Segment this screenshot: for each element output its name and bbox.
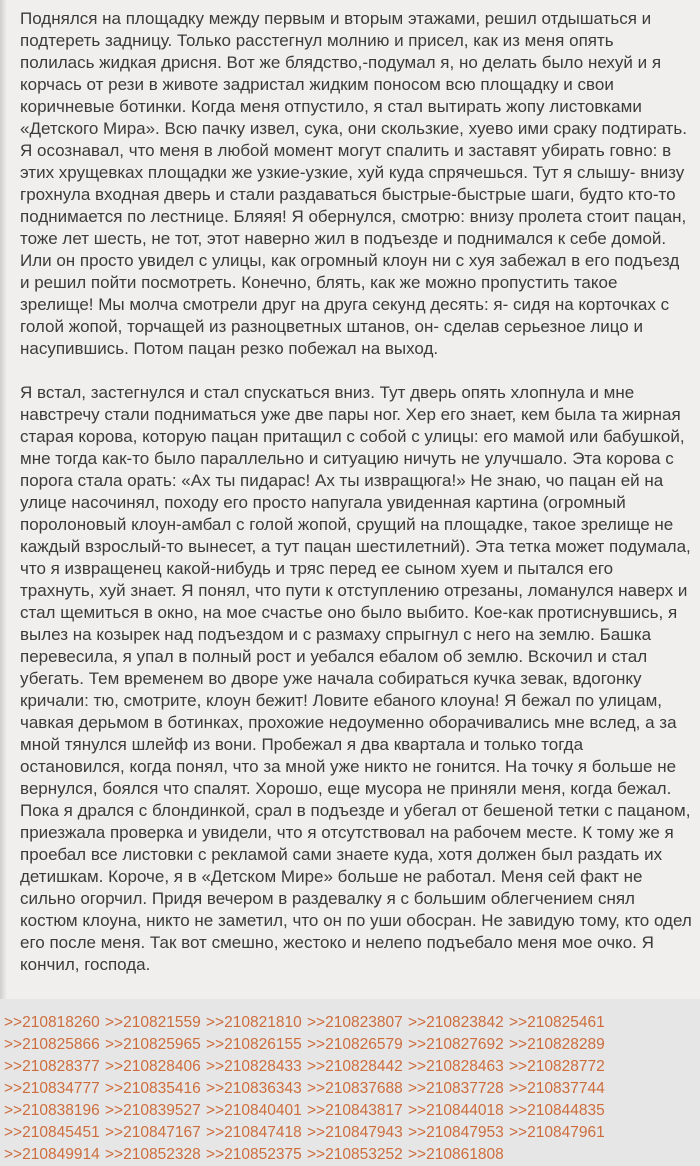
reply-link[interactable]: >>210818260 — [4, 1014, 100, 1031]
reply-link[interactable]: >>210852328 — [105, 1146, 201, 1163]
reply-link[interactable]: >>210837744 — [509, 1080, 605, 1097]
reply-link[interactable]: >>210826579 — [307, 1036, 403, 1053]
reply-link[interactable]: >>210838196 — [4, 1102, 100, 1119]
reply-link[interactable]: >>210844835 — [509, 1102, 605, 1119]
post-paragraph-1: Поднялся на площадку между первым и вторым этажами, решил отдышаться и подтереть задницу. Только расстегнул молнию и присел, как из меня опять полилась жидкая дрисня. Вот же блядство,-подумал я, но делать было нехуй и я корчась от рези в животе задристал жидким поносом всю площадку и свои коричневые ботинки. Когда меня отпустило, я стал вытирать жопу листовками «Детского Мира». Всю пачку извел, сука, они скользкие, хуево ими сраку подтирать. Я осознавал, что меня в любой момент могут спалить и заставят убирать говно: в этих хрущевках площадки же узкие-узкие, хуй куда спрячешься. Тут я слышу- внизу грохнула входная дверь и стали раздаваться быстрые-быстрые шаги, будто кто-то поднимается по лестнице. Бляяя! Я обернулся, смотрю: внизу пролета стоит пацан, тоже лет шесть, не тот, этот наверно жил в подъезде и поднимался к себе домой. Или он просто увидел с улицы, как огромный клоун ни с хуя забежал в его подъезд и решил пойти посмотреть. Конечно, блять, как же можно пропустить такое зрелище! Мы молча смотрели друг на друга секунд десять: я- сидя на корточках с голой жопой, торчащей из разноцветных штанов, он- сделав серьезное лицо и насупившись. Потом пацан резко побежал на выход. — [20, 9, 687, 358]
reply-link[interactable]: >>210825866 — [4, 1036, 100, 1053]
reply-link[interactable]: >>210847167 — [105, 1124, 201, 1141]
reply-link[interactable]: >>210844018 — [408, 1102, 504, 1119]
post-paragraph-2: Я встал, застегнулся и стал спускаться вниз. Тут дверь опять хлопнула и мне навстречу стали подниматься уже две пары ног. Хер его знает, кем была та жирная старая корова, которую пацан притащил с собой с улицы: его мамой или бабушкой, мне тогда как-то было параллельно и ситуацию ничуть не улучшало. Эта корова с порога стала орать: «Ах ты пидарас! Ах ты извращюга!» Не знаю, чо пацан ей на улице насочинял, походу его просто напугала увиденная картина (огромный поролоновый клоун-амбал с голой жопой, срущий на площадке, такое зрелище не каждый взрослый-то вынесет, а тут пацан шестилетний). Эта тетка может подумала, что я извращенец какой-нибудь и тряс перед ее сыном хуем и пытался его трахнуть, хуй знает. Я понял, что пути к отступлению отрезаны, ломанулся наверх и стал щемиться в окно, на мое счастье оно было выбито. Кое-как протиснувшись, я вылез на козырек над подъездом и с размаху спрыгнул с него на землю. Башка перевесила, я упал в полный рост и уебался ебалом об землю. Вскочил и стал убегать. Тем временем во дворе уже начала собираться кучка зевак, вдогонку кричали: тю, смотрите, клоун бежит! Ловите ебаного клоуна! Я бежал по улицам, чавкая дерьмом в ботинках, прохожие недоуменно оборачивались мне вслед, а за мной тянулся шлейф из вони. Пробежал я два квартала и только тогда остановился, когда понял, что за мной уже никто не гонится. На точку я больше не вернулся, боялся что спалят. Хорошо, еще мусора не приняли меня, когда бежал. Пока я дрался с блондинкой, срал в подъезде и убегал от бешеной тетки с пацаном, приезжала проверка и увидели, что я отсутствовал на рабочем месте. К тому же я проебал все листовки с рекламой сами знаете куда, хотя должен был раздать их детишкам. Короче, я в «Детском Мире» больше не работал. Меня сей факт не сильно огорчил. Придя вечером в раздевалку я с большим облегчением снял костюм клоуна, никто не заметил, что он по уши обосран. Не завидую тому, кто одел его после меня. Так вот смешно, жестоко и нелепо подъебало меня мое очко. Я кончил, господа. — [20, 383, 692, 974]
reply-link[interactable]: >>210836343 — [206, 1080, 302, 1097]
reply-link[interactable]: >>210835416 — [105, 1080, 201, 1097]
reply-link[interactable]: >>210853252 — [307, 1146, 403, 1163]
reply-link[interactable]: >>210825965 — [105, 1036, 201, 1053]
reply-link[interactable]: >>210828442 — [307, 1058, 403, 1075]
reply-link[interactable]: >>210823842 — [408, 1014, 504, 1031]
reply-link[interactable]: >>210847961 — [509, 1124, 605, 1141]
reply-link[interactable]: >>210845451 — [4, 1124, 100, 1141]
reply-link[interactable]: >>210828289 — [509, 1036, 605, 1053]
reply-link[interactable]: >>210826155 — [206, 1036, 302, 1053]
reply-link[interactable]: >>210840401 — [206, 1102, 302, 1119]
reply-link[interactable]: >>210828772 — [509, 1058, 605, 1075]
reply-link[interactable]: >>210828377 — [4, 1058, 100, 1075]
reply-link[interactable]: >>210839527 — [105, 1102, 201, 1119]
reply-link[interactable]: >>210847418 — [206, 1124, 302, 1141]
reply-link[interactable]: >>210828433 — [206, 1058, 302, 1075]
reply-link[interactable]: >>210823807 — [307, 1014, 403, 1031]
reply-link[interactable]: >>210847943 — [307, 1124, 403, 1141]
reply-link[interactable]: >>210849914 — [4, 1146, 100, 1163]
reply-link[interactable]: >>210837728 — [408, 1080, 504, 1097]
reply-link[interactable]: >>210828463 — [408, 1058, 504, 1075]
reply-link[interactable]: >>210828406 — [105, 1058, 201, 1075]
reply-link[interactable]: >>210847953 — [408, 1124, 504, 1141]
reply-link[interactable]: >>210834777 — [4, 1080, 100, 1097]
reply-link[interactable]: >>210821810 — [206, 1014, 302, 1031]
reply-link[interactable]: >>210827692 — [408, 1036, 504, 1053]
reply-link[interactable]: >>210843817 — [307, 1102, 403, 1119]
reply-link[interactable]: >>210837688 — [307, 1080, 403, 1097]
reply-link[interactable]: >>210852375 — [206, 1146, 302, 1163]
reply-links — [0, 998, 700, 1166]
reply-link[interactable]: >>210825461 — [509, 1014, 605, 1031]
reply-link[interactable]: >>210861808 — [408, 1146, 504, 1163]
reply-link[interactable]: >>210821559 — [105, 1014, 201, 1031]
